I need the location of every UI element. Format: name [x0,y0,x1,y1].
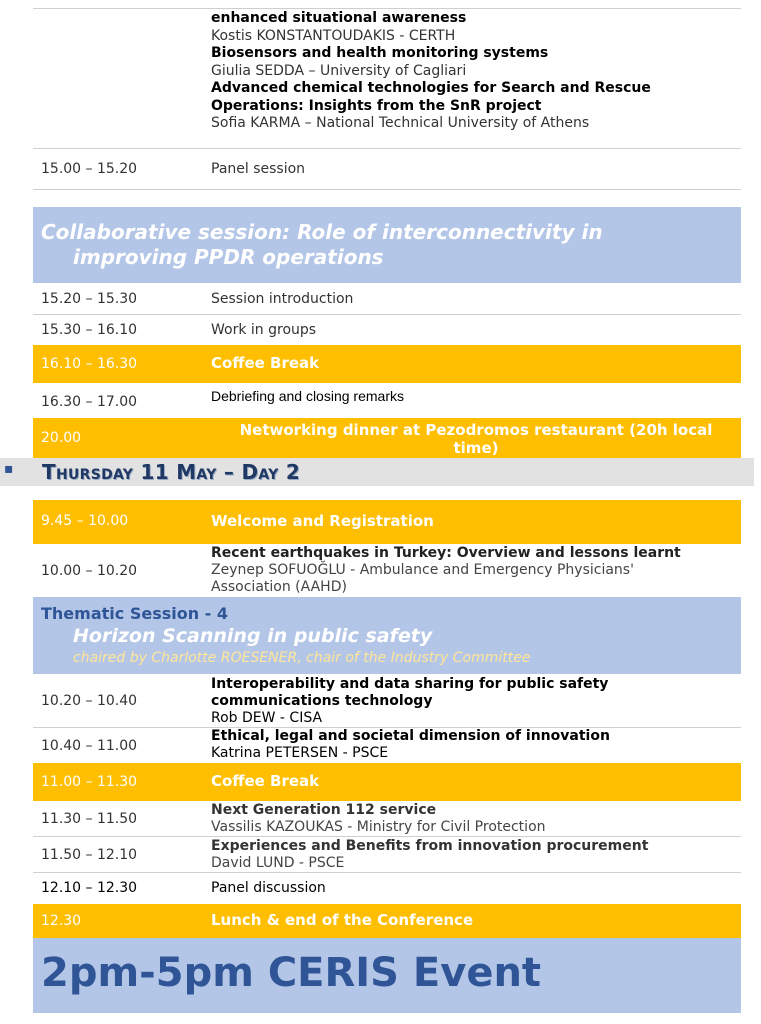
session-label: Panel session [211,161,306,177]
talk-speaker: Sofia KARMA – National Technical University of Athens [211,115,590,131]
talk-title: enhanced situational awareness [211,10,467,26]
session-label: Panel discussion [211,880,326,896]
dinner-row [33,418,741,458]
talk-info [211,728,610,762]
talk-speaker: Giulia SEDDA – University of Cagliari [211,62,467,79]
time-label: 15.00 – 15.20 [41,161,138,177]
talk-speaker: Zeynep SOFUOĞLU - Ambulance and Emergency Physicians' [211,562,634,578]
talk-speaker: David LUND - PSCE [211,855,345,871]
welcome-label: Welcome and Registration [211,512,434,530]
collab-title-line1: Collaborative session: Role of interconnectivity in [41,220,603,244]
talk-speaker: Katrina PETERSEN - PSCE [211,745,389,761]
time-label: 16.30 – 17.00 [41,394,138,410]
dinner-label-line2: time) [453,439,499,457]
session-label: Work in groups [211,322,317,338]
bullet-icon: ▪ [4,461,14,477]
talk-info [211,802,546,836]
talk-info [211,676,608,727]
schedule-row [33,284,741,314]
ceris-event-banner [33,938,741,1013]
coffee-break-label: Coffee Break [211,354,320,372]
collab-session-header [33,207,741,283]
welcome-row [33,500,741,544]
collab-title-line2: improving PPDR operations [73,245,384,269]
time-label: 10.40 – 11.00 [41,738,138,754]
talk-title: Operations: Insights from the SnR project [211,97,542,114]
coffee-break-row [33,763,741,801]
time-label: 12.30 [41,913,82,929]
time-label: 9.45 – 10.00 [41,513,129,529]
coffee-break-row [33,345,741,383]
talk-row [33,675,741,727]
talk-title: Next Generation 112 service [211,802,437,818]
day-header-label: Thursday 11 May – Day 2 [42,460,301,484]
time-label: 10.00 – 10.20 [41,563,138,579]
day-header [0,458,754,486]
thematic-title: Horizon Scanning in public safety [73,625,433,647]
talk-row [33,545,741,597]
thematic-session-header [33,597,741,674]
schedule-row [33,384,741,418]
talk-title: Recent earthquakes in Turkey: Overview and lessons learnt [211,545,681,561]
time-label: 15.30 – 16.10 [41,322,138,338]
time-label: 20.00 [41,430,82,446]
thematic-label: Thematic Session - 4 [41,604,229,623]
schedule-row [33,873,741,904]
top-session-items [211,10,651,133]
time-label: 15.20 – 15.30 [41,291,138,307]
talk-title: Ethical, legal and societal dimension of innovation [211,728,610,744]
lunch-row [33,904,741,938]
talk-speaker: Rob DEW - CISA [211,710,323,726]
time-label: 11.00 – 11.30 [41,774,138,790]
time-label: 10.20 – 10.40 [41,693,138,709]
talk-row [33,837,741,872]
talk-row [33,801,741,836]
schedule-row [33,315,741,345]
talk-title: Biosensors and health monitoring systems [211,45,549,61]
talk-info [211,838,648,872]
dinner-label [211,421,741,457]
thematic-chair: chaired by Charlotte ROESENER, chair of the Industry Committee [73,650,531,666]
talk-speaker: Vassilis KAZOUKAS - Ministry for Civil Protection [211,819,546,835]
talk-title: Experiences and Benefits from innovation procurement [211,838,649,854]
talk-title: Advanced chemical technologies for Search and Rescue [211,80,651,96]
session-label: Debriefing and closing remarks [211,388,404,404]
talk-title: Interoperability and data sharing for public safety [211,676,609,692]
session-label: Session introduction [211,291,354,307]
time-label: 16.10 – 16.30 [41,356,138,372]
divider [33,189,741,190]
divider [33,8,741,9]
dinner-label-line1: Networking dinner at Pezodromos restaurant (20h local [239,421,713,439]
talk-info [211,545,681,596]
talk-speaker: Kostis KONSTANTOUDAKIS - CERTH [211,27,456,44]
coffee-break-label: Coffee Break [211,772,320,790]
talk-speaker: Association (AAHD) [211,579,347,595]
panel-session-row [33,149,741,189]
lunch-label: Lunch & end of the Conference [211,911,474,929]
talk-row [33,728,741,763]
time-label: 11.30 – 11.50 [41,811,138,827]
ceris-event-label: 2pm-5pm CERIS Event [41,950,542,996]
time-label: 11.50 – 12.10 [41,847,138,863]
time-label: 12.10 – 12.30 [41,880,138,896]
talk-title: communications technology [211,693,433,709]
